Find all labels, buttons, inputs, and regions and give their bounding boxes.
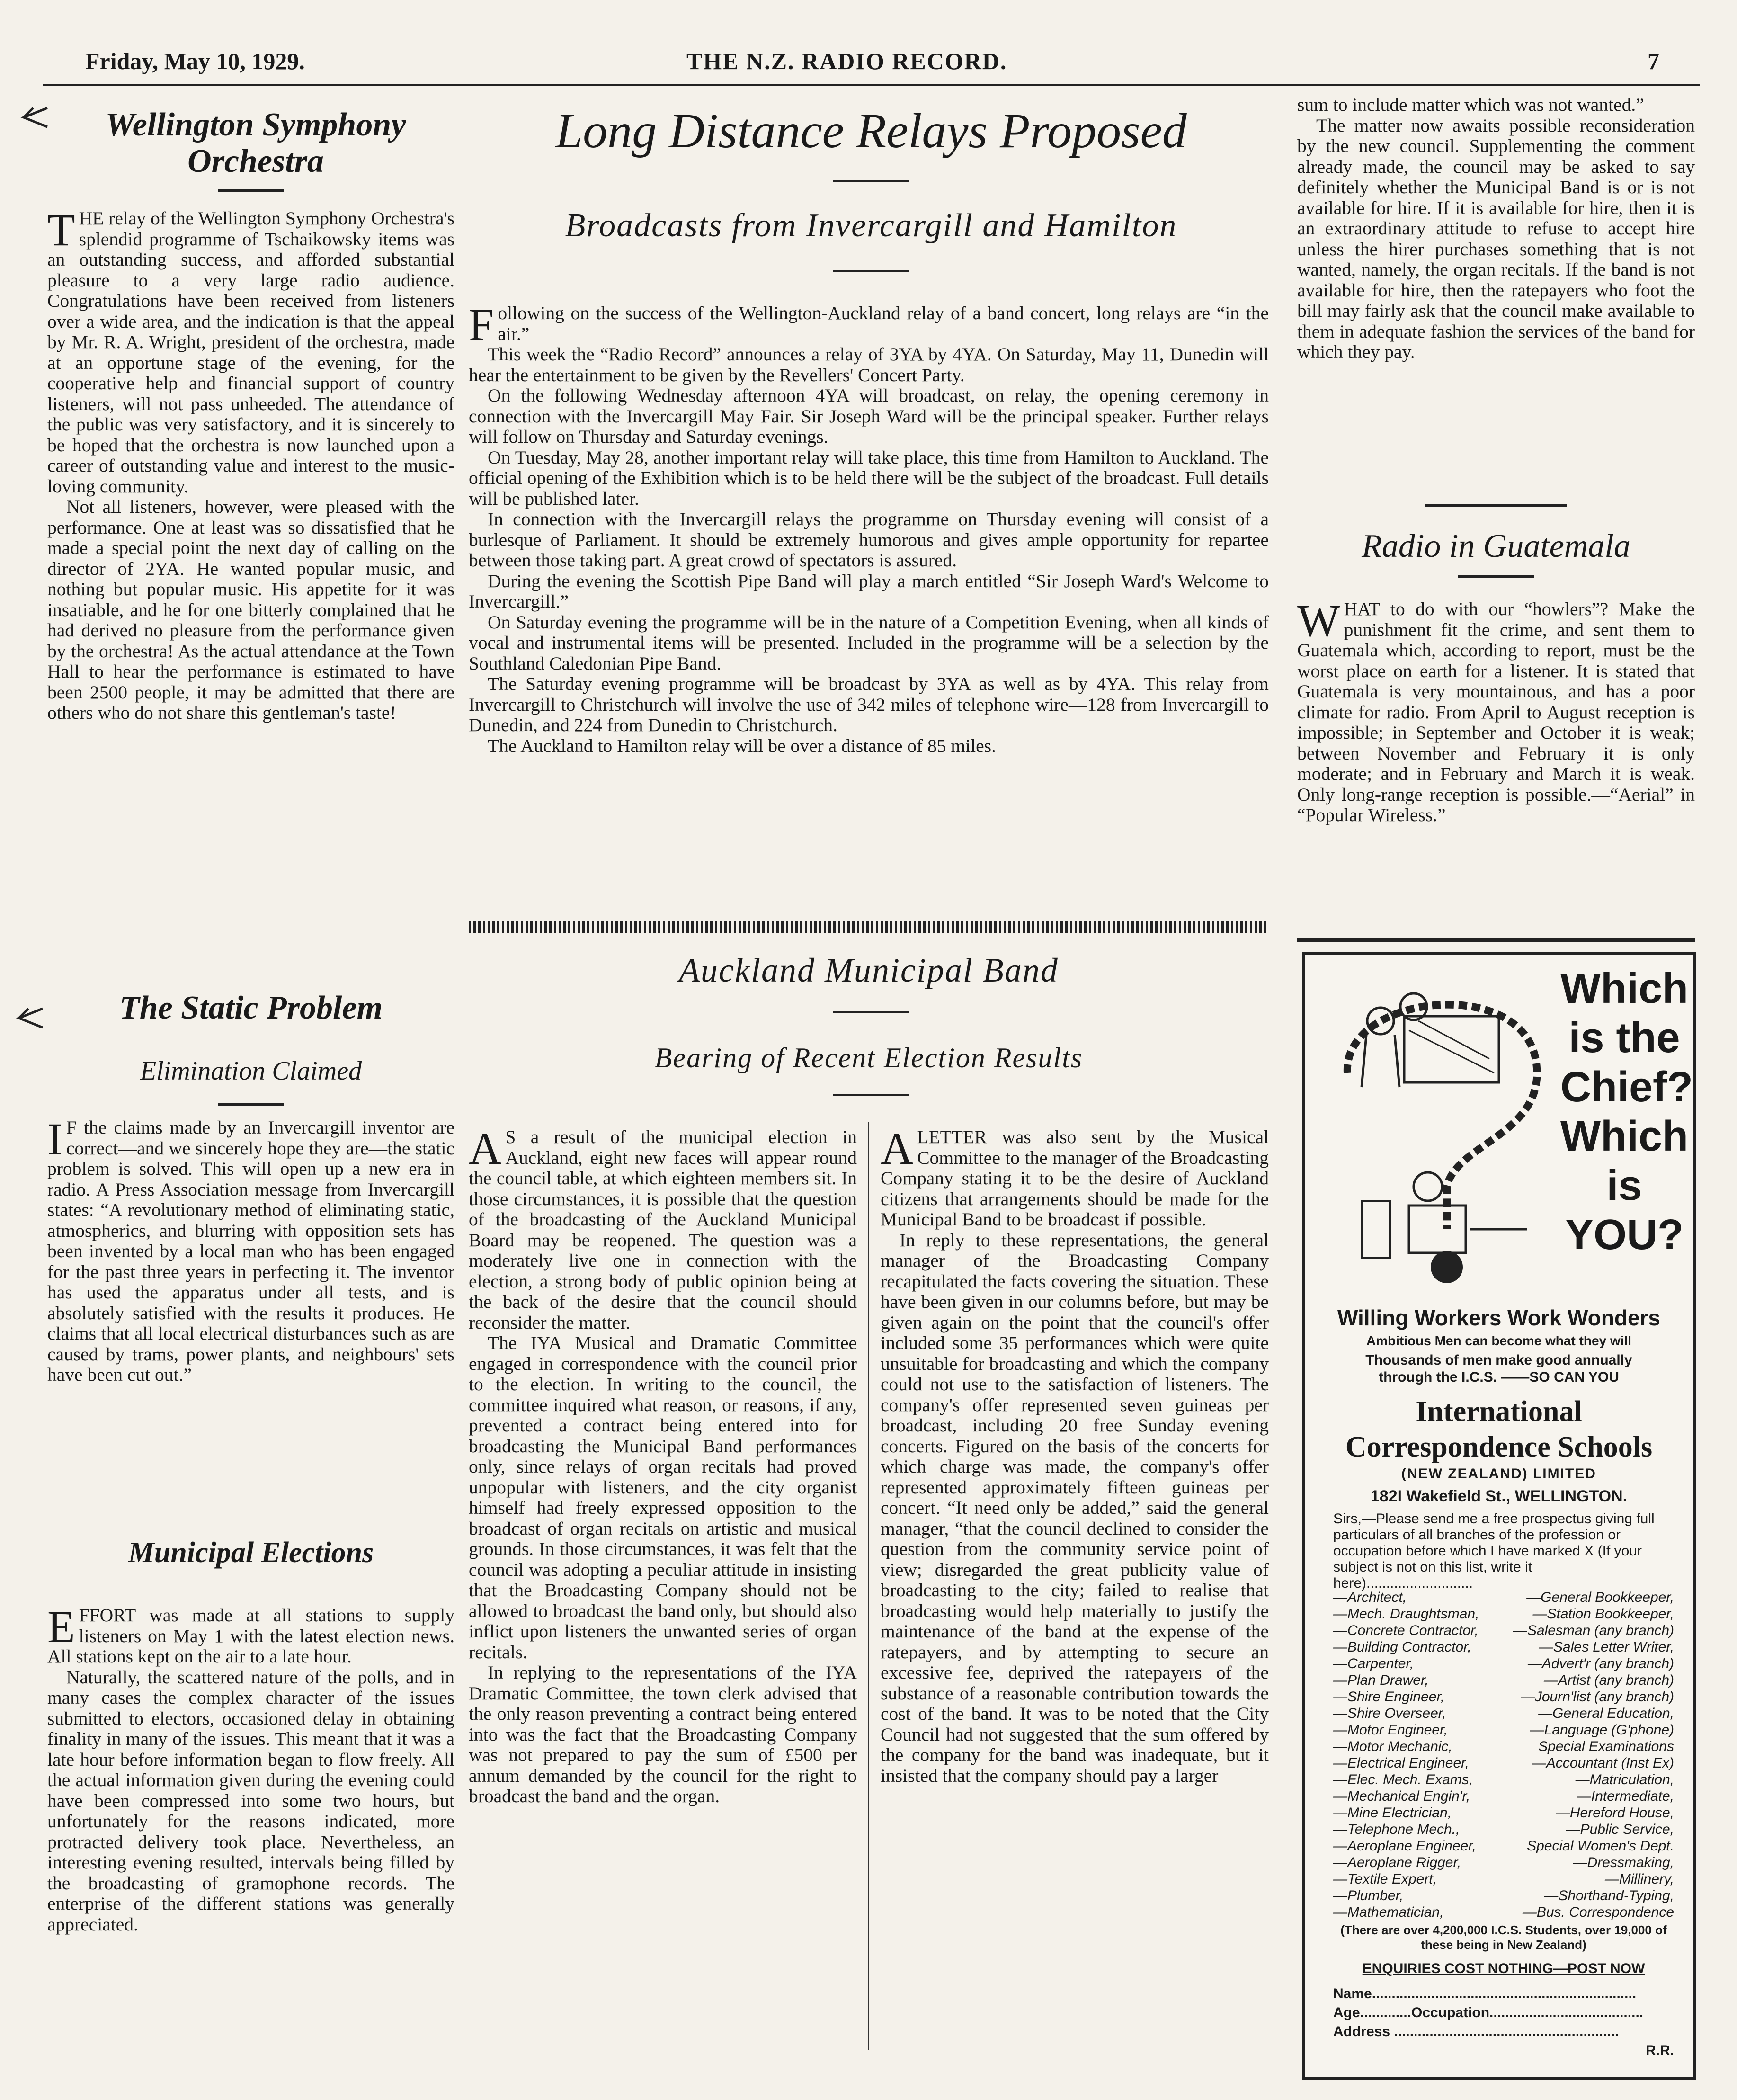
- course-row: [1333, 1805, 1674, 1821]
- wellington-dropcap: T: [47, 205, 75, 255]
- question-mark-illustration-icon: [1314, 964, 1560, 1296]
- continued-body: [1297, 95, 1695, 363]
- ad-slogan: Willing Workers Work Wonders: [1337, 1305, 1661, 1330]
- course-option[interactable]: —Mech. Draughtsman,: [1333, 1606, 1479, 1622]
- paragraph: On Saturday evening the programme will be in the nature of a Competition Evening, when all kinds of vocal and instrumental items will be presented. Included in the programme will be a selection by the Southland Caledonian Pipe Band.: [469, 611, 1269, 674]
- course-option[interactable]: —Artist (any branch): [1543, 1672, 1674, 1688]
- paragraph: HE relay of the Wellington Symphony Orchestra's splendid programme of Tschaikowsky items was an outstanding success, and afforded substantial pleasure to a very large radio audience. Congratulations have been received from listeners over a wide area, and the indication is that the appeal by Mr. R. A. Wright, president of the orchestra, made at an opportune stage of the evening, for the cooperative help and financial support of country listeners, will not pass unheeded. The attendance of the public was very satisfactory, and it is sincerely to be hoped that the orchestra is now launched upon a career of outstanding value and interest to the music-loving community.: [47, 208, 454, 497]
- course-option[interactable]: —Motor Mechanic,: [1333, 1739, 1452, 1754]
- wellington-body: [47, 205, 454, 724]
- auckland-rule: [833, 1011, 909, 1013]
- course-option[interactable]: —Aeroplane Engineer,: [1333, 1838, 1476, 1854]
- paragraph: On Tuesday, May 28, another important relay will take place, this time from Hamilton to Auckland. The official opening of the Exhibition which is to be held there will be the subject of the broadcast. Full details will be published later.: [469, 447, 1269, 509]
- name-field[interactable]: Name...................................................................: [1333, 1986, 1637, 2002]
- course-option[interactable]: —Mine Electrician,: [1333, 1805, 1452, 1821]
- auckland-title: Auckland Municipal Band: [679, 951, 1059, 989]
- course-option[interactable]: —Electrical Engineer,: [1333, 1755, 1469, 1771]
- ad-company: International: [1416, 1395, 1582, 1428]
- ad-company-2: Correspondence Schools: [1345, 1431, 1653, 1463]
- ad-enquiries: ENQUIRIES COST NOTHING—POST NOW: [1362, 1961, 1645, 1976]
- course-option[interactable]: —Millinery,: [1604, 1871, 1674, 1887]
- course-option[interactable]: —Dressmaking,: [1573, 1855, 1674, 1870]
- wellington-rule: [218, 189, 284, 192]
- margin-mark-icon: [14, 1004, 47, 1032]
- guatemala-dropcap: W: [1297, 595, 1340, 646]
- course-option[interactable]: —Public Service,: [1566, 1822, 1674, 1837]
- course-row: [1333, 1854, 1674, 1871]
- ad-coupon-form: [1333, 1984, 1674, 2060]
- course-option[interactable]: —Journ'list (any branch): [1520, 1689, 1674, 1705]
- paragraph: In reply to these representations, the general manager of the Broadcasting Company recapitulated the facts covering the situation. These have been given in our columns before, but may be given again on the point that the council's offer included some 35 performances which were quite unsuitable for broadcasting and which the company could not use to the satisfaction of listeners. The company's offer represented seven guineas per broadcast, including 20 free Sunday evening concerts. Figured on the basis of the concerts for which charge was made, the company's offer represented approximately fifteen guineas per concert. “It need only be added,” said the general manager, “that the council declined to consider the question from the community service point of view; disregarded the great publicity value of broadcasting to the city; failed to realise that broadcasting would help materially to justify the maintenance of the band at the expense of the ratepayers, and by attempting to secure an excessive fee, deprived the ratepayers of the substance of a reasonable contribution towards the cost of the band. It was to be noted that the City Council had not suggested that the sum offered by the company for the band was inadequate, but it insisted that the company should pay a larger: [881, 1229, 1269, 1786]
- static-subtitle: Elimination Claimed: [140, 1056, 362, 1086]
- ad-request: Sirs,—Please send me a free prospectus giving full particulars of all branches of the profession or occupation before which I have marked X (If your subject is not on this list, write it here)...........................: [1333, 1511, 1655, 1591]
- course-row: [1333, 1771, 1674, 1788]
- course-row: [1333, 1821, 1674, 1838]
- course-option[interactable]: —Mechanical Engin'r,: [1333, 1788, 1470, 1804]
- municipal-title: Municipal Elections: [128, 1537, 374, 1569]
- course-option[interactable]: —Plan Drawer,: [1333, 1672, 1429, 1688]
- course-option[interactable]: —Shire Engineer,: [1333, 1689, 1445, 1705]
- auckland-dropcap: A: [469, 1123, 502, 1174]
- guatemala-title: Radio in Guatemala: [1362, 528, 1630, 564]
- paragraph: The matter now awaits possible reconsideration by the new council. Supplementing the comment already made, the council may be asked to say definitely whether the Municipal Band is or is not available for hire. If it is available for hire, then it is an extraordinary attitude to refuse to accept hire unless the hirer purchases something that is not wanted, namely, the organ recitals. If the band is not available for hire, then the ratepayers who foot the bill may fairly ask that the council make available to them in adequate fashion the services of the band for which they pay.: [1297, 115, 1695, 362]
- course-option[interactable]: Special Examinations: [1538, 1739, 1674, 1754]
- course-option[interactable]: —General Bookkeeper,: [1526, 1590, 1674, 1605]
- paragraph: FFORT was made at all stations to supply listeners on May 1 with the latest election news. All stations kept on the air to a late hour.: [47, 1605, 454, 1667]
- ad-headline-line: Which: [1560, 965, 1688, 1012]
- course-row: [1333, 1904, 1674, 1921]
- course-option[interactable]: —Architect,: [1333, 1590, 1407, 1605]
- municipal-dropcap: E: [47, 1601, 75, 1652]
- course-option[interactable]: —Shorthand-Typing,: [1544, 1888, 1674, 1903]
- relays-rule: [833, 180, 909, 182]
- paragraph: LETTER was also sent by the Musical Committee to the manager of the Broadcasting Company stating it to be the desire of Auckland citizens that arrangements should be made for the Municipal Band to be broadcast if possible.: [881, 1126, 1269, 1230]
- course-row: [1333, 1655, 1674, 1672]
- header-rule: [43, 84, 1700, 86]
- course-row: [1333, 1871, 1674, 1887]
- course-row: [1333, 1589, 1674, 1606]
- paragraph: The Auckland to Hamilton relay will be over a distance of 85 miles.: [488, 735, 996, 756]
- ad-line-1: Ambitious Men can become what they will: [1366, 1333, 1632, 1348]
- ad-headline-line: is: [1606, 1162, 1642, 1209]
- age-occupation-field[interactable]: Age.............Occupation.......................................: [1333, 2005, 1644, 2020]
- paragraph: The IYA Musical and Dramatic Committee engaged in correspondence with the council prior to the election. In writing to the council, the committee inquired what reason, or reasons, if any, prevented a contract being entered into for broadcasting the Municipal Band performances only, since relays of organ recitals had proved unpopular with listeners, and the city organist himself had freely expressed opposition to the broadcast of organ recitals on artistic and musical grounds. In those circumstances, it was felt that the council was adopting a peculiar attitude in insisting that the Broadcasting Company should not be allowed to broadcast the band only, but should also inflict upon listeners the unwanted series of organ recitals.: [469, 1332, 857, 1662]
- relays-rule-2: [833, 270, 909, 272]
- auckland-col1: [469, 1123, 857, 1807]
- course-option[interactable]: —Advert'r (any branch): [1527, 1656, 1674, 1671]
- wellington-title: Wellington Symphony Orchestra: [105, 107, 406, 179]
- course-option[interactable]: —Motor Engineer,: [1333, 1722, 1448, 1738]
- course-option[interactable]: —Salesman (any branch): [1513, 1623, 1674, 1638]
- course-option[interactable]: —Sales Letter Writer,: [1539, 1639, 1674, 1655]
- ad-headline: [1560, 964, 1693, 1260]
- course-row: [1333, 1606, 1674, 1622]
- paragraph: This week the “Radio Record” announces a relay of 3YA by 4YA. On Saturday, May 11, Dunedin will hear the entertainment to be given by the Revellers' Concert Party.: [469, 344, 1269, 385]
- static-title: The Static Problem: [119, 990, 383, 1026]
- course-row: [1333, 1738, 1674, 1755]
- ad-headline-line: Chief?: [1560, 1063, 1693, 1111]
- course-option[interactable]: —Carpenter,: [1333, 1656, 1414, 1671]
- course-option[interactable]: —Hereford House,: [1555, 1805, 1674, 1821]
- relays-title: Long Distance Relays Proposed: [555, 104, 1187, 158]
- course-option[interactable]: —Aeroplane Rigger,: [1333, 1855, 1461, 1870]
- page-date: Friday, May 10, 1929.: [85, 48, 305, 74]
- address-field[interactable]: Address .........................................................: [1333, 2024, 1619, 2039]
- paragraph: On the following Wednesday afternoon 4YA will broadcast, on relay, the opening ceremony in connection with the Invercargill May Fair. Sir Joseph Ward will be the principal speaker. Further relays will follow on Thursday and Saturday evenings.: [469, 385, 1269, 447]
- auckland-col2: [881, 1123, 1269, 1786]
- masthead: THE N.Z. RADIO RECORD.: [686, 48, 1007, 74]
- course-option[interactable]: —Station Bookkeeper,: [1532, 1606, 1674, 1622]
- course-option[interactable]: —Mathematician,: [1333, 1904, 1444, 1920]
- ad-line-3: through the I.C.S. ——SO CAN YOU: [1379, 1369, 1619, 1385]
- paragraph: In replying to the representations of the IYA Dramatic Committee, the town clerk advised that the only reason preventing a contract being entered into was the fact that the Broadcasting Company was not prepared to pay the sum of £500 per annum demanded by the council for the right to broadcast the band and the organ.: [469, 1662, 857, 1806]
- municipal-body: [47, 1601, 454, 1935]
- paragraph: Naturally, the scattered nature of the polls, and in many cases the complex character of the issues submitted to electors, occasioned delay in obtaining finality in many of the issues. This meant that it was a late hour before information began to flow freely. All the actual information given during the evening could have been compressed into some two hours, but unfortunately for the reasons indicated, more protracted delivery took place. Nevertheless, an interesting evening resulted, intervals being filled by the broadcasting of gramophone records. The enterprise of the different stations was generally appreciated.: [47, 1666, 454, 1935]
- paragraph: ollowing on the success of the Wellington-Auckland relay of a band concert, long relays are “in the air.”: [498, 303, 1269, 344]
- ics-advertisement: [1302, 952, 1696, 2080]
- course-row: [1333, 1887, 1674, 1904]
- ad-line-2: Thousands of men make good annually: [1365, 1352, 1632, 1368]
- paragraph: The Saturday evening programme will be broadcast by 3YA as well as by 4YA. This relay from Invercargill to Christchurch will involve the use of 342 miles of telephone wire—128 from Invercargill to Dunedin, and 224 from Dunedin to Christchurch.: [469, 673, 1269, 735]
- auckland-subtitle: Bearing of Recent Election Results: [654, 1042, 1083, 1073]
- static-dropcap: I: [47, 1114, 62, 1164]
- ad-address: 182I Wakefield St., WELLINGTON.: [1370, 1487, 1628, 1505]
- relays-subtitle: Broadcasts from Invercargill and Hamilton: [565, 207, 1177, 244]
- course-option[interactable]: —Bus. Correspondence: [1522, 1904, 1674, 1920]
- course-option[interactable]: —Telephone Mech.,: [1333, 1822, 1460, 1837]
- course-option[interactable]: —Language (G'phone): [1530, 1722, 1674, 1738]
- course-option[interactable]: —Concrete Contractor,: [1333, 1623, 1479, 1638]
- paragraph: In connection with the Invercargill relays the programme on Thursday evening will consist of a burlesque of Parliament. It should be extremely humorous and gives ample opportunity for repartee between those taking part. A great crowd of spectators is assured.: [469, 509, 1269, 571]
- static-rule: [218, 1103, 284, 1106]
- course-option[interactable]: Special Women's Dept.: [1527, 1838, 1674, 1854]
- course-option[interactable]: —Accountant (Inst Ex): [1532, 1755, 1674, 1771]
- relays-body: [469, 299, 1269, 756]
- ad-note: (There are over 4,200,000 I.C.S. Students, over 19,000 of these being in New Zealand): [1340, 1923, 1667, 1952]
- guatemala-body: [1297, 595, 1695, 826]
- course-option[interactable]: —General Education,: [1538, 1706, 1674, 1721]
- auckland-rule-2: [833, 1094, 909, 1096]
- course-row: [1333, 1672, 1674, 1689]
- course-row: [1333, 1722, 1674, 1738]
- course-option[interactable]: —Matriculation,: [1575, 1772, 1674, 1787]
- course-row: [1333, 1705, 1674, 1722]
- paragraph: During the evening the Scottish Pipe Band will play a march entitled “Sir Joseph Ward's Welcome to Invercargill.”: [469, 570, 1269, 612]
- ad-top-rule: [1297, 938, 1695, 942]
- course-row: [1333, 1788, 1674, 1805]
- course-option[interactable]: —Plumber,: [1333, 1888, 1404, 1903]
- course-option[interactable]: —Textile Expert,: [1333, 1871, 1437, 1887]
- paragraph: sum to include matter which was not wanted.”: [1297, 94, 1644, 115]
- course-row: [1333, 1755, 1674, 1771]
- course-row: [1333, 1838, 1674, 1854]
- paragraph: S a result of the municipal election in Auckland, eight new faces will appear round the council table, at which eighteen members sit. In those circumstances, it is possible that the question of the broadcasting of the Auckland Municipal Board may be reopened. The question was a moderately live one in connection with the election, a strong body of public opinion being at the back of the desire that the council should reconsider the matter.: [469, 1126, 857, 1333]
- auckland-dropcap-2: A: [881, 1123, 914, 1174]
- ad-course-list: [1333, 1589, 1674, 1921]
- paragraph: HAT to do with our “howlers”? Make the punishment fit the crime, and sent them to Guatemala which, according to report, must be the worst place on earth for a listener. It is stated that Guatemala is very mountainous, and has a poor climate for radio. From April to August reception is impossible; in September and October it is weak; between November and February it is only moderate; and in February and March it is weak. Only long-range reception is possible.—“Aerial” in “Popular Wireless.”: [1297, 599, 1695, 825]
- section-divider: [469, 921, 1269, 933]
- ad-company-3: (NEW ZEALAND) LIMITED: [1401, 1466, 1596, 1482]
- ad-headline-line: YOU?: [1565, 1211, 1684, 1259]
- paragraph: F the claims made by an Invercargill inventor are correct—and we sincerely hope they are—the static problem is solved. This will open up a new era in radio. A Press Association message from Invercargill states: “A revolutionary method of eliminating static, atmospherics, and blurring with opposition sets has been invented by a local man who has been engaged for the past three years in perfecting it. The inventor has used the apparatus under all tests, and is absolutely satisfied with the results it produces. He claims that all local electrical disturbances such as are caused by trams, power plants, and neighbours' sets have been cut out.”: [47, 1117, 454, 1385]
- course-option[interactable]: —Elec. Mech. Exams,: [1333, 1772, 1473, 1787]
- course-option[interactable]: —Intermediate,: [1577, 1788, 1674, 1804]
- course-row: [1333, 1622, 1674, 1639]
- course-row: [1333, 1689, 1674, 1705]
- coupon-code: R.R.: [1646, 2043, 1674, 2058]
- paragraph: Not all listeners, however, were pleased with the performance. One at least was so dissatisfied that he made a special point the next day of calling on the director of 2YA. He wanted popular music, and nothing but popular music. His appetite for it was insatiable, and he for one bitterly complained that he had derived no pleasure from the performance given by the orchestra! As the actual attendance at the Town Hall to hear the performance is estimated to have been 2500 people, it may be admitted that there are others who do not share this gentleman's taste!: [47, 496, 454, 723]
- column-divider: [868, 1122, 869, 2050]
- relays-dropcap: F: [469, 299, 494, 350]
- ad-headline-line: is the: [1568, 1014, 1680, 1062]
- static-body: [47, 1114, 454, 1385]
- course-option[interactable]: —Building Contractor,: [1333, 1639, 1471, 1655]
- continued-rule: [1425, 504, 1567, 507]
- course-row: [1333, 1639, 1674, 1655]
- course-option[interactable]: —Shire Overseer,: [1333, 1706, 1446, 1721]
- guatemala-rule: [1458, 575, 1534, 578]
- page-number: 7: [1648, 48, 1659, 74]
- ad-headline-line: Which: [1560, 1113, 1688, 1160]
